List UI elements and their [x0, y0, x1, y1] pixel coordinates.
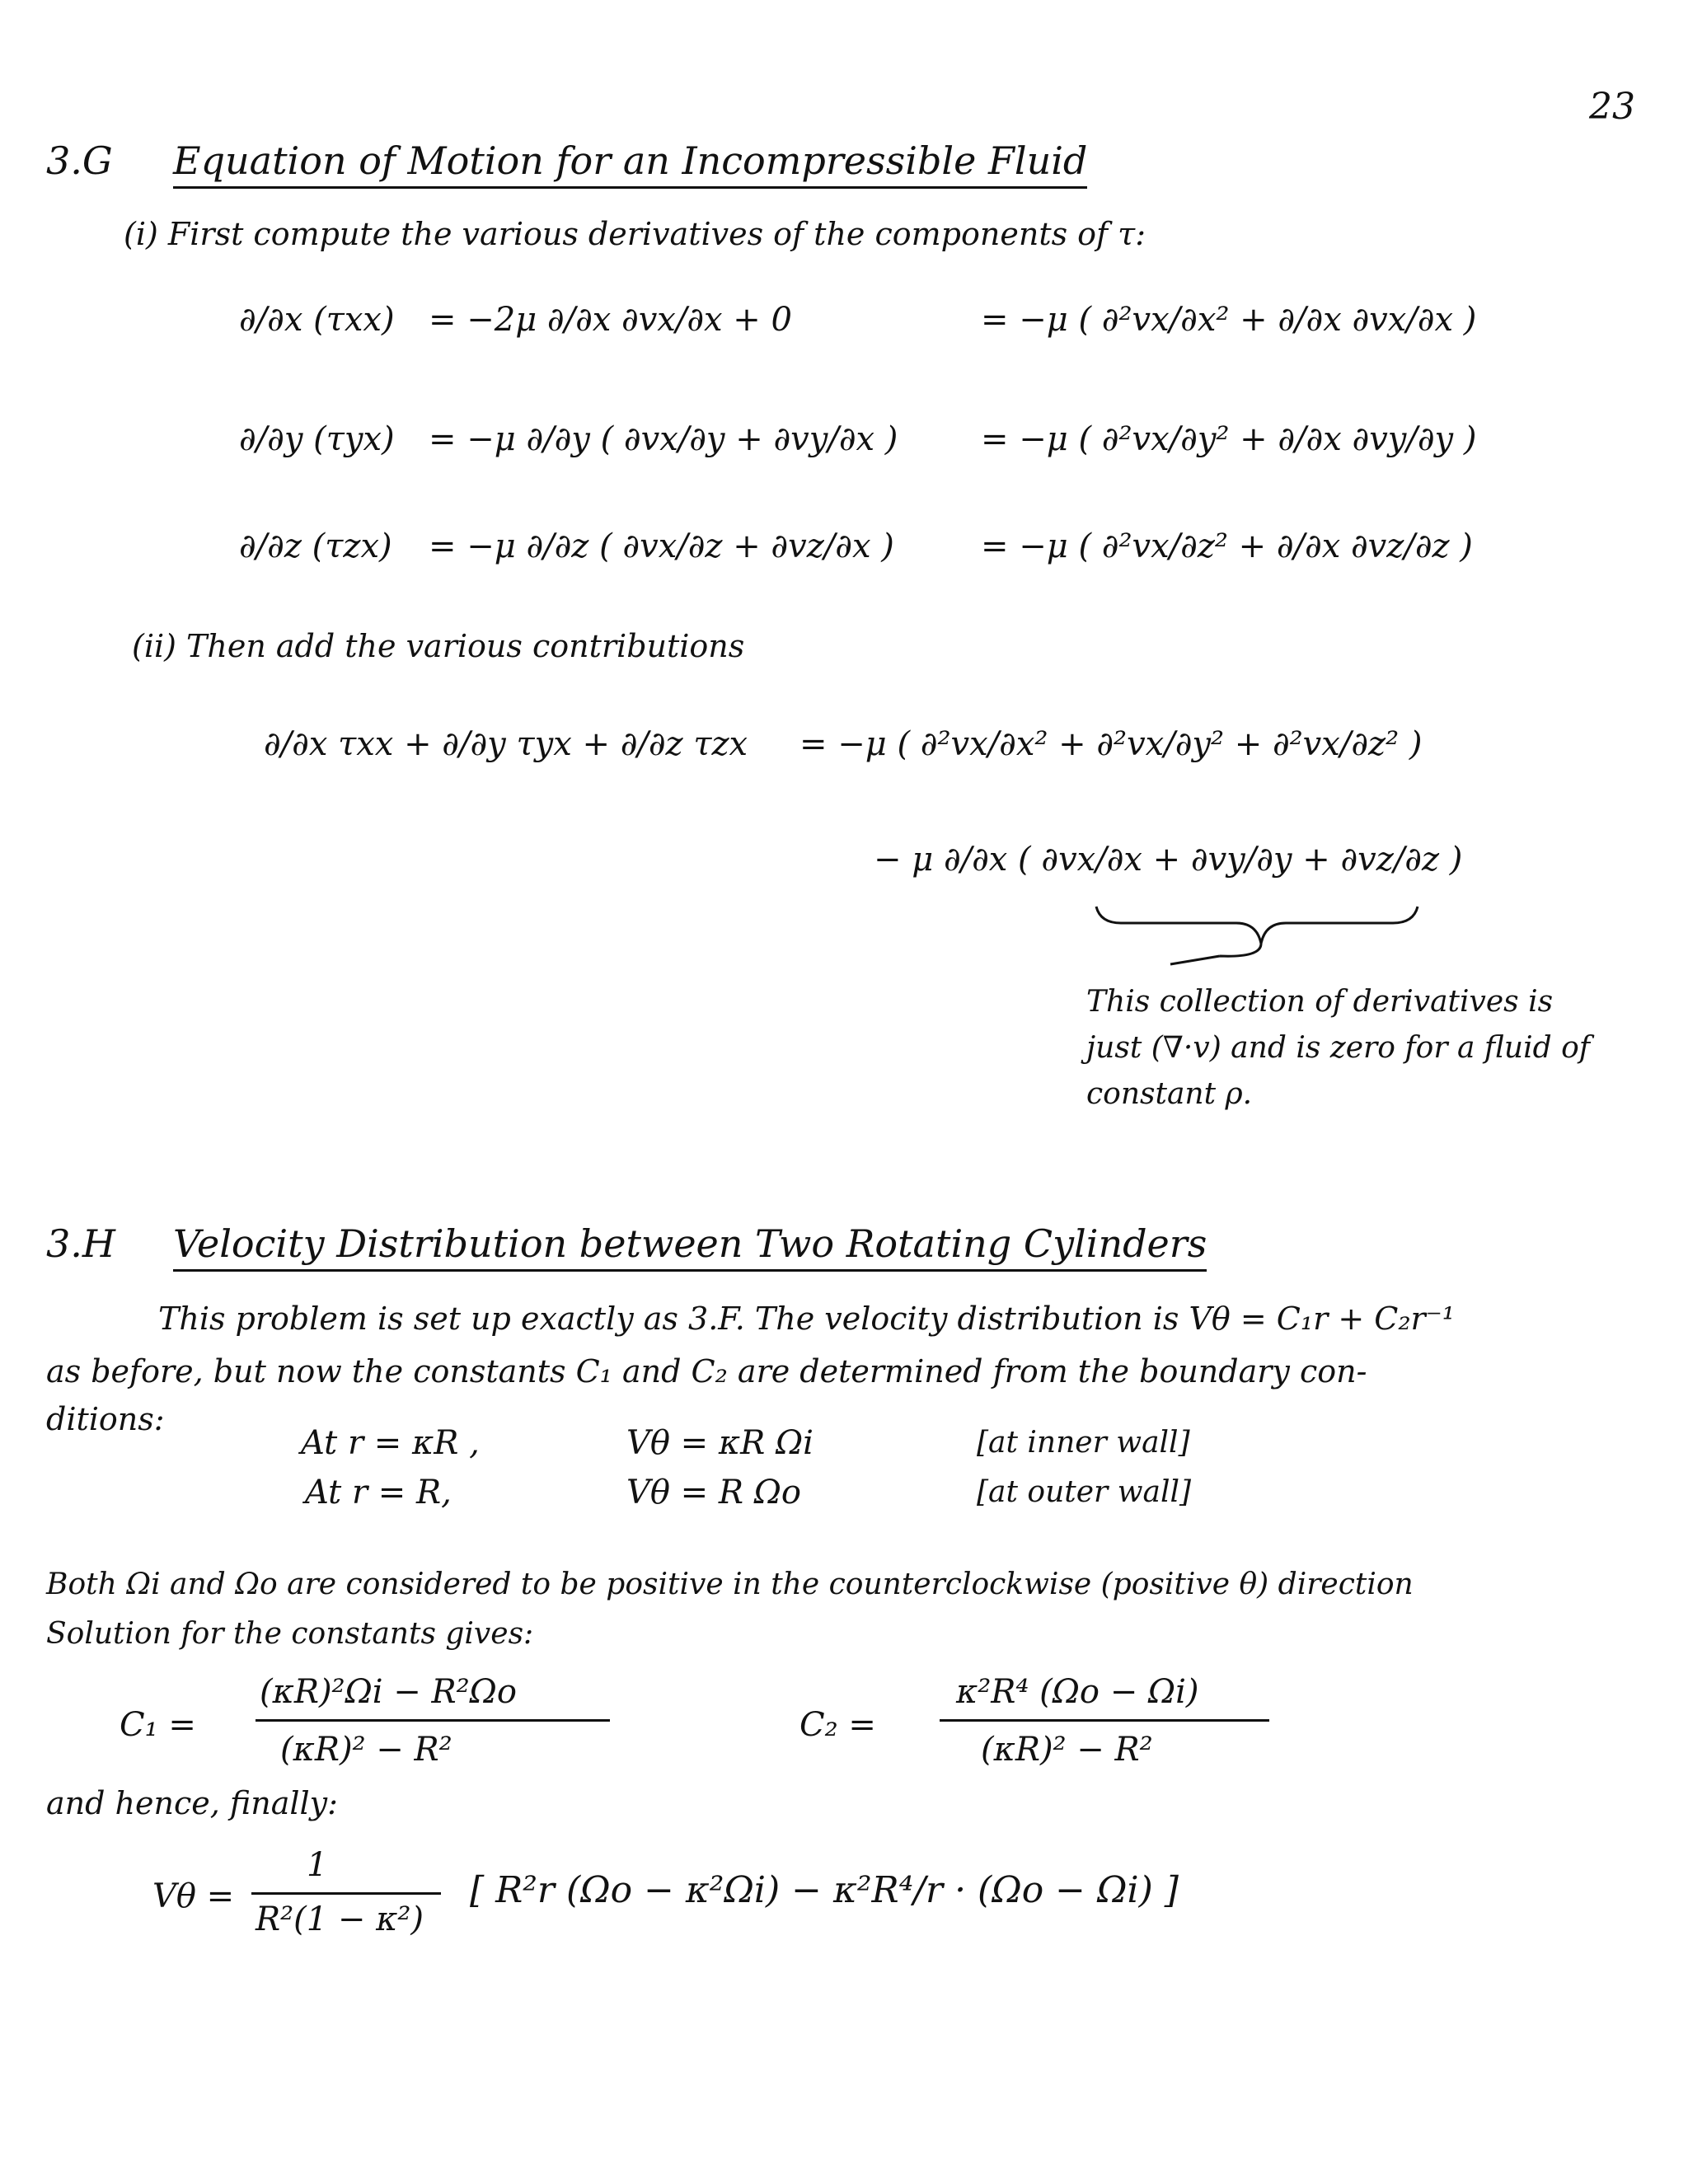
c1-label: C₁ = [120, 1706, 196, 1744]
c1-denominator: (κR)² − R² [280, 1731, 452, 1769]
bc1-value: Vθ = κR Ωi [626, 1424, 814, 1462]
para-line-3: ditions: [46, 1401, 165, 1437]
sum-rhs-1: = −μ ( ∂²vx/∂x² + ∂²vx/∂y² + ∂²vx/∂z² ) [799, 725, 1423, 763]
c2-fraction-bar [940, 1719, 1269, 1722]
eq2-lhs: ∂/∂y (τyx) [239, 420, 395, 458]
para-line-2: as before, but now the constants C₁ and C₂ are determined from the boundary con- [46, 1353, 1367, 1390]
final-fraction-denominator: R²(1 − κ²) [256, 1900, 424, 1938]
sum-lhs: ∂/∂x τxx + ∂/∂y τyx + ∂/∂z τzx [264, 725, 748, 763]
c2-label: C₂ = [799, 1706, 876, 1744]
bc2-note: [at outer wall] [977, 1475, 1192, 1509]
step-ii-text: (ii) Then add the various contributions [132, 628, 745, 664]
eq1-rhs: = −μ ( ∂²vx/∂x² + ∂/∂x ∂vx/∂x ) [981, 301, 1477, 339]
section-h-number: 3.H [46, 1221, 116, 1266]
final-fraction-numerator: 1 [307, 1846, 328, 1884]
page-number: 23 [1589, 86, 1635, 128]
section-h-title: Velocity Distribution between Two Rotating Cylinders [173, 1221, 1207, 1272]
step-i-text: (i) First compute the various derivatives of the components of τ: [124, 216, 1146, 252]
bc1-note: [at inner wall] [977, 1426, 1190, 1460]
eq1-mid: = −2μ ∂/∂x ∂vx/∂x + 0 [429, 301, 792, 339]
c1-fraction-bar [256, 1719, 610, 1722]
eq2-mid: = −μ ∂/∂y ( ∂vx/∂y + ∂vy/∂x ) [429, 420, 898, 458]
c1-numerator: (κR)²Ωi − R²Ωo [260, 1673, 517, 1711]
bc1-condition: At r = κR , [301, 1424, 480, 1462]
final-bracket-expression: [ R²r (Ωo − κ²Ωi) − κ²R⁴/r · (Ωo − Ωi) ] [470, 1869, 1179, 1911]
eq3-lhs: ∂/∂z (τzx) [239, 527, 392, 565]
eq1-lhs: ∂/∂x (τxx) [239, 301, 395, 339]
solution-line: Solution for the constants gives: [46, 1617, 534, 1651]
final-fraction-bar [251, 1892, 441, 1895]
section-g-title: Equation of Motion for an Incompressible Fluid [173, 138, 1087, 189]
bc2-value: Vθ = R Ωo [626, 1474, 801, 1511]
divergence-note: This collection of derivatives is just (∇·v) and is zero for a fluid of constant ρ. [1086, 985, 1591, 1111]
eq3-rhs: = −μ ( ∂²vx/∂z² + ∂/∂x ∂vz/∂z ) [981, 527, 1473, 565]
both-omega-line: Both Ωi and Ωo are considered to be positive in the counterclockwise (positive θ) direction [46, 1568, 1414, 1601]
c2-numerator: κ²R⁴ (Ωo − Ωi) [956, 1673, 1199, 1711]
bc2-condition: At r = R, [305, 1474, 452, 1511]
and-hence-line: and hence, finally: [46, 1785, 338, 1821]
eq2-rhs: = −μ ( ∂²vx/∂y² + ∂/∂x ∂vy/∂y ) [981, 420, 1477, 458]
eq3-mid: = −μ ∂/∂z ( ∂vx/∂z + ∂vz/∂x ) [429, 527, 894, 565]
section-g-number: 3.G [46, 138, 113, 183]
c2-denominator: (κR)² − R² [981, 1731, 1153, 1769]
final-label: Vθ = [152, 1877, 235, 1915]
para-line-1: This problem is set up exactly as 3.F. The velocity distribution is Vθ = C₁r + C₂r⁻¹ [158, 1301, 1456, 1337]
sum-rhs-2: − μ ∂/∂x ( ∂vx/∂x + ∂vy/∂y + ∂vz/∂z ) [874, 841, 1463, 879]
